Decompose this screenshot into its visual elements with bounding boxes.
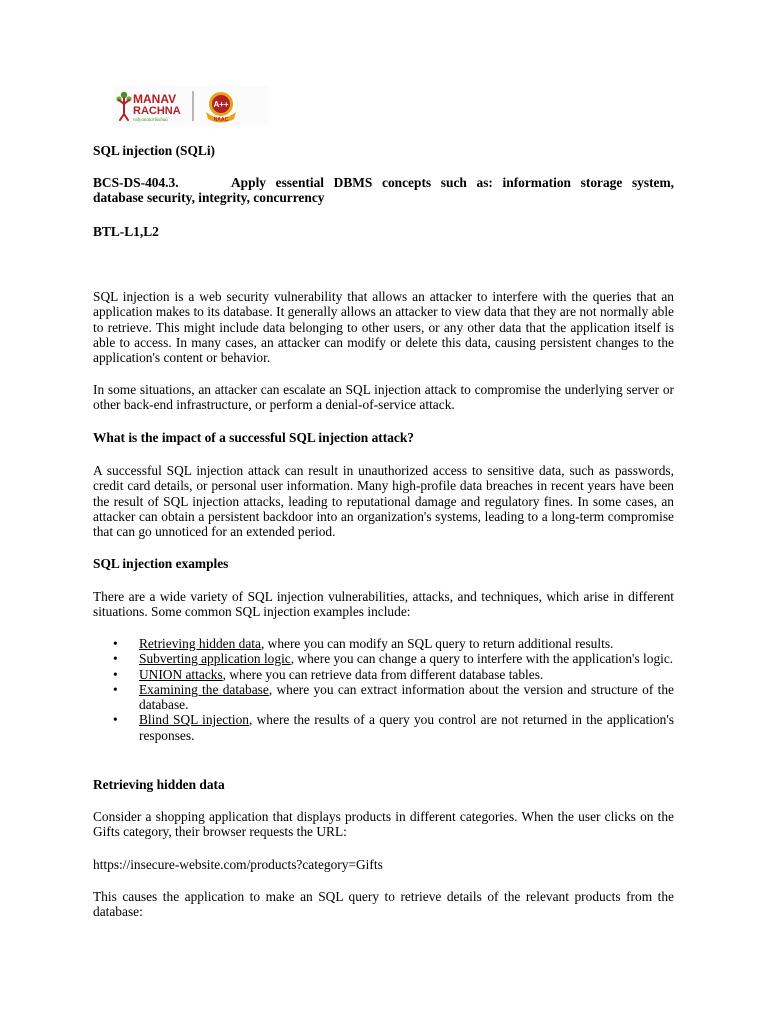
list-item-text: , where the results of a query you control are not returned in the application's responses. — [139, 712, 674, 743]
examples-list — [93, 636, 674, 743]
link-subverting-application-logic[interactable]: Subverting application logic — [139, 651, 291, 667]
manav-rachna-logo — [113, 86, 269, 126]
page-title: SQL injection (SQLi) — [93, 143, 216, 158]
hidden-data-paragraph: Consider a shopping application that displays products in different categories. When the user clicks on the Gifts category, their browser requests the URL: — [93, 809, 674, 840]
btl-level: BTL-L1,L2 — [93, 224, 159, 239]
intro-paragraph: SQL injection is a web security vulnerability that allows an attacker to interfere with the queries that an application makes to its database. It generally allows an attacker to view data that they are not normally able to retrieve. This might include data belonging to other users, or any other data that the application itself is able to access. In many cases, an attacker can modify or delete this data, causing persistent changes to the application's content or behavior. — [93, 289, 674, 366]
link-examining-the-database[interactable]: Examining the database — [139, 681, 269, 697]
list-item — [93, 682, 674, 713]
link-union-attacks[interactable]: UNION attacks — [139, 666, 223, 682]
list-item — [93, 651, 674, 666]
bullet-icon: • — [113, 712, 118, 728]
list-item-text: , where you can change a query to interfere with the application's logic. — [290, 651, 674, 667]
bullet-icon: • — [113, 636, 118, 651]
list-item-text: , where you can modify an SQL query to return additional results. — [260, 636, 614, 651]
list-item — [93, 712, 674, 743]
list-item — [93, 667, 674, 682]
svg-text:MANAV: MANAV — [133, 92, 177, 106]
course-outcome — [93, 175, 674, 206]
svg-text:NAAC: NAAC — [213, 117, 229, 123]
url-example: https://insecure-website.com/products?category=Gifts — [93, 857, 383, 872]
examples-paragraph: There are a wide variety of SQL injection vulnerabilities, attacks, and techniques, which arise in different situations. Some common SQL injection examples include: — [93, 589, 674, 620]
examples-heading: SQL injection examples — [93, 556, 229, 571]
impact-paragraph: A successful SQL injection attack can result in unauthorized access to sensitive data, such as passwords, credit card details, or personal user information. Many high-profile data breaches in recent years have been the result of SQL injection attacks, leading to reputational damage and regulatory fines. In some cases, an attacker can obtain a persistent backdoor into an organization's systems, leading to a long-term compromise that can go unnoticed for an extended period. — [93, 463, 674, 540]
link-blind-sql-injection[interactable]: Blind SQL injection — [139, 712, 249, 728]
bullet-icon: • — [113, 681, 118, 697]
list-item-text: , where you can retrieve data from different database tables. — [222, 666, 544, 682]
link-retrieving-hidden-data[interactable]: Retrieving hidden data — [139, 636, 261, 651]
bullet-icon: • — [113, 651, 118, 667]
svg-text:vidyanatarikshaa: vidyanatarikshaa — [133, 118, 168, 123]
escalate-paragraph: In some situations, an attacker can escalate an SQL injection attack to compromise the underlying server or other back-end infrastructure, or perform a denial-of-service attack. — [93, 382, 674, 413]
impact-heading: What is the impact of a successful SQL injection attack? — [93, 430, 414, 445]
svg-text:A++: A++ — [213, 100, 229, 109]
hidden-data-heading: Retrieving hidden data — [93, 777, 225, 792]
course-outcome-text: Apply essential DBMS concepts such as: information storage system, database security, integrity, concurrency — [93, 175, 674, 206]
course-code: BCS-DS-404.3. — [93, 175, 179, 190]
svg-text:RACHNA: RACHNA — [133, 105, 181, 117]
list-item — [93, 636, 674, 651]
final-paragraph: This causes the application to make an SQL query to retrieve details of the relevant products from the database: — [93, 889, 674, 920]
bullet-icon: • — [113, 666, 118, 682]
list-item-text: , where you can extract information about the version and structure of the database. — [139, 681, 674, 713]
